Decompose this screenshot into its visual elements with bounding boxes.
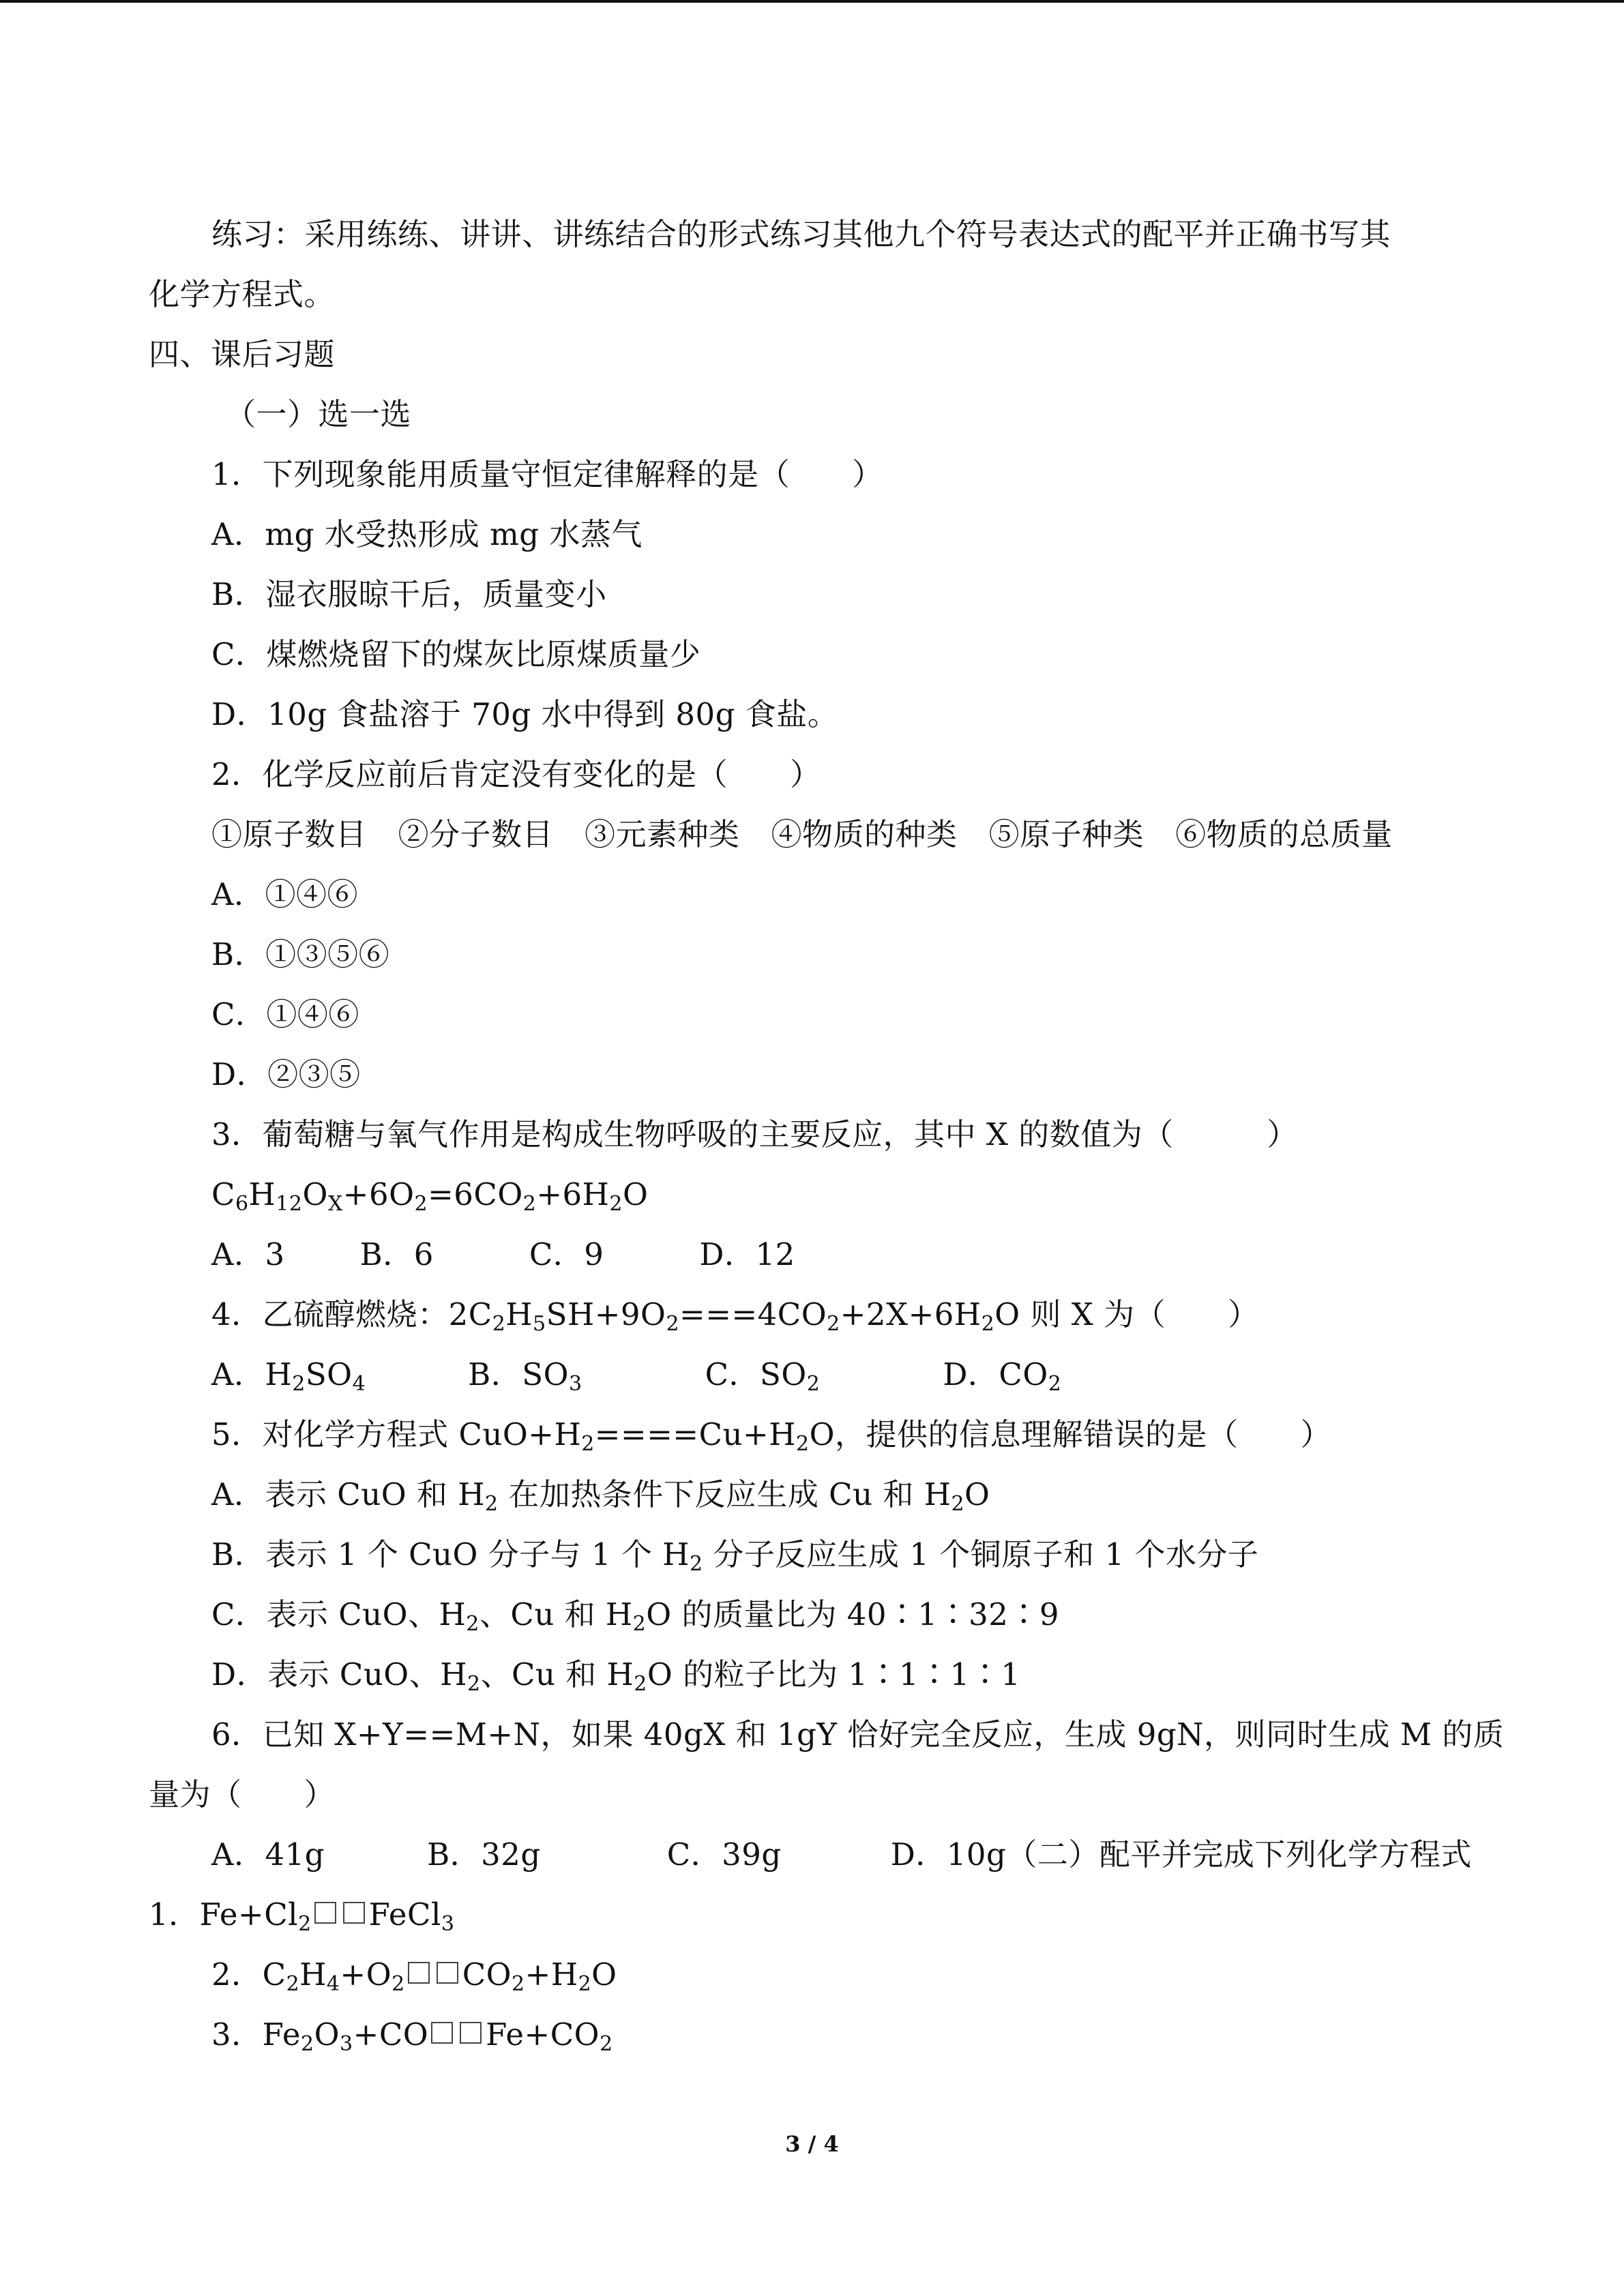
q5-stem: 5．对化学方程式 $CuO+H_2====Cu+H_2O$，提供的信息理解错误的是（ ） bbox=[211, 1416, 1331, 1456]
q2-item-6: ⑥物质的总质量 bbox=[1175, 816, 1393, 852]
section-subtitle: （一）选一选 bbox=[225, 396, 412, 432]
q6-options bbox=[211, 1834, 1472, 1875]
q6-stem-1: 6．已知 X+Y==M+N，如果 40gX 和 1gY 恰好完全反应，生成 9gN，则同时生成 M 的质 bbox=[211, 1716, 1505, 1753]
blank-box bbox=[408, 1962, 430, 1984]
blank-box bbox=[314, 1902, 336, 1924]
q6-option-a: A．41g bbox=[211, 1836, 325, 1873]
q6-option-c: C．39g bbox=[666, 1836, 782, 1873]
q2-option-c: C．①④⑥ bbox=[211, 996, 359, 1032]
q2-items bbox=[211, 814, 1393, 855]
q6-stem-2: 量为（ ） bbox=[149, 1776, 336, 1813]
q6-option-b: B．32g bbox=[427, 1836, 541, 1873]
balance-equation-1: 1．$Fe+Cl_2$ FeCl$_3$ bbox=[149, 1896, 455, 1936]
top-border bbox=[0, 0, 1624, 3]
balance-equation-3: 3．$Fe_2O_3+CO$ $Fe+CO_2$ bbox=[211, 2016, 613, 2056]
q4-option-c: C．$SO_2$ bbox=[705, 1356, 821, 1396]
q5-option-a: A．表示 CuO 和 $H_2$ 在加热条件下反应生成 Cu 和 $H_2O$ bbox=[211, 1476, 990, 1516]
q2-option-d: D．②③⑤ bbox=[211, 1056, 361, 1092]
q5-option-b: B．表示 1 个 CuO 分子与 1 个 $H_2$ 分子反应生成 1 个铜原子和 1 个水分子 bbox=[211, 1536, 1259, 1576]
q2-option-a: A．①④⑥ bbox=[211, 876, 358, 912]
q3-equation: $C_6H_{12}O_X+6O_2=6CO_2+6H_2O$ bbox=[211, 1176, 649, 1216]
q4-options bbox=[211, 1354, 1061, 1395]
q3-option-d: D．12 bbox=[699, 1236, 795, 1272]
q2-option-b: B．①③⑤⑥ bbox=[211, 936, 390, 972]
q3-option-a: A．3 bbox=[211, 1236, 285, 1272]
q4-option-b: B．$SO_3$ bbox=[468, 1356, 582, 1396]
q2-item-3: ③元素种类 bbox=[585, 816, 740, 852]
exercise-line-1: 练习：采用练练、讲讲、讲练结合的形式练习其他九个符号表达式的配平并正确书写其 bbox=[211, 216, 1391, 252]
blank-box bbox=[343, 1902, 365, 1924]
q4-option-d: D．$CO_2$ bbox=[943, 1356, 1062, 1396]
q2-item-4: ④物质的种类 bbox=[771, 816, 958, 852]
q2-item-2: ②分子数目 bbox=[398, 816, 554, 852]
blank-box bbox=[460, 2022, 482, 2044]
exercise-line-2: 化学方程式。 bbox=[149, 276, 336, 312]
q1-option-c: C．煤燃烧留下的煤灰比原煤质量少 bbox=[211, 636, 701, 672]
q6-option-d: D．10g（二）配平并完成下列化学方程式 bbox=[890, 1836, 1472, 1873]
q2-item-1: ①原子数目 bbox=[211, 816, 367, 852]
q2-item-5: ⑤原子种类 bbox=[988, 816, 1145, 852]
q1-stem: 1．下列现象能用质量守恒定律解释的是（ ） bbox=[211, 456, 883, 492]
q1-option-a: A．mg 水受热形成 mg 水蒸气 bbox=[211, 516, 643, 552]
q1-option-d: D．10g 食盐溶于 70g 水中得到 80g 食盐。 bbox=[211, 696, 839, 732]
q3-options bbox=[211, 1234, 795, 1275]
q3-option-b: B．6 bbox=[359, 1236, 434, 1272]
q2-stem: 2．化学反应前后肯定没有变化的是（ ） bbox=[211, 756, 821, 792]
q5-option-d: D．表示 CuO、$H_2$、Cu 和 $H_2O$ 的粒子比为 1∶1∶1∶1 bbox=[211, 1656, 1021, 1696]
q4-option-a: A．$H_2SO_4$ bbox=[211, 1356, 366, 1396]
balance-equation-2: 2．$C_2H_4+O_2$ $CO_2+H_2O$ bbox=[211, 1956, 617, 1996]
section-title: 四、课后习题 bbox=[149, 336, 336, 372]
q3-stem: 3．葡萄糖与氧气作用是构成生物呼吸的主要反应，其中 X 的数值为（ ） bbox=[211, 1116, 1298, 1152]
q5-option-c: C．表示 CuO、$H_2$、Cu 和 $H_2O$ 的质量比为 40∶1∶32∶9 bbox=[211, 1596, 1060, 1636]
q3-option-c: C．9 bbox=[529, 1236, 604, 1272]
q4-stem: 4．乙硫醇燃烧：$2C_2H_5SH+9O_2===4CO_2+2X+6H_2O$ 则 X 为（ ） bbox=[211, 1296, 1259, 1336]
page-number: 3 / 4 bbox=[785, 2131, 839, 2157]
blank-box bbox=[431, 2022, 453, 2044]
q1-option-b: B．湿衣服晾干后，质量变小 bbox=[211, 576, 607, 612]
blank-box bbox=[437, 1962, 458, 1984]
